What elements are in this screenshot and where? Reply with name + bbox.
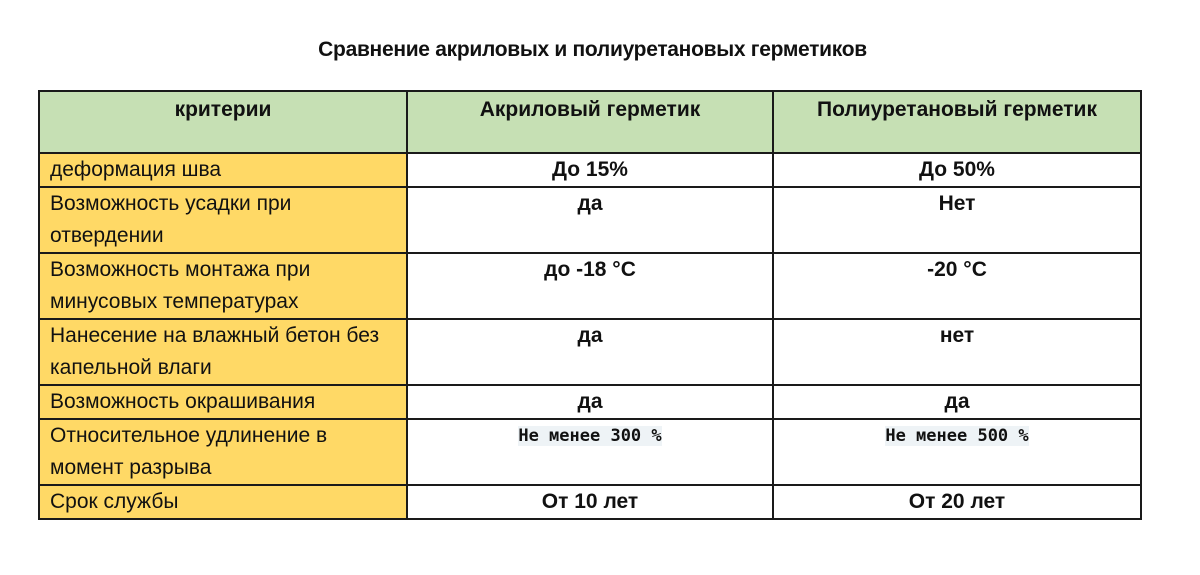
polyurethane-value [773, 419, 1141, 485]
criterion-cell: Возможность монтажа при минусовых температурах [39, 253, 407, 319]
criterion-cell: Нанесение на влажный бетон без капельной влаги [39, 319, 407, 385]
acrylic-value: да [407, 385, 773, 419]
header-acrylic: Акриловый герметик [407, 91, 773, 153]
acrylic-value: До 15% [407, 153, 773, 187]
comparison-table [38, 90, 1142, 520]
table-row [39, 187, 1141, 253]
acrylic-value: до -18 °С [407, 253, 773, 319]
acrylic-value-text: Не менее 300 % [518, 426, 662, 446]
page-title: Сравнение акриловых и полиуретановых герметиков [318, 38, 867, 61]
criterion-cell: Возможность окрашивания [39, 385, 407, 419]
table-row [39, 485, 1141, 519]
polyurethane-value: да [773, 385, 1141, 419]
acrylic-value: да [407, 187, 773, 253]
header-polyurethane: Полиуретановый герметик [773, 91, 1141, 153]
polyurethane-value: До 50% [773, 153, 1141, 187]
header-criteria: критерии [39, 91, 407, 153]
acrylic-value [407, 419, 773, 485]
polyurethane-value: От 20 лет [773, 485, 1141, 519]
criterion-cell: Возможность усадки при отвердении [39, 187, 407, 253]
table-row [39, 385, 1141, 419]
table-row [39, 419, 1141, 485]
table-row [39, 253, 1141, 319]
criterion-cell: деформация шва [39, 153, 407, 187]
polyurethane-value: -20 °С [773, 253, 1141, 319]
table-row [39, 153, 1141, 187]
polyurethane-value: нет [773, 319, 1141, 385]
polyurethane-value-text: Не менее 500 % [885, 426, 1029, 446]
polyurethane-value: Нет [773, 187, 1141, 253]
acrylic-value: да [407, 319, 773, 385]
criterion-cell: Срок службы [39, 485, 407, 519]
acrylic-value: От 10 лет [407, 485, 773, 519]
criterion-cell: Относительное удлинение в момент разрыва [39, 419, 407, 485]
table-header-row [39, 91, 1141, 153]
table-row [39, 319, 1141, 385]
